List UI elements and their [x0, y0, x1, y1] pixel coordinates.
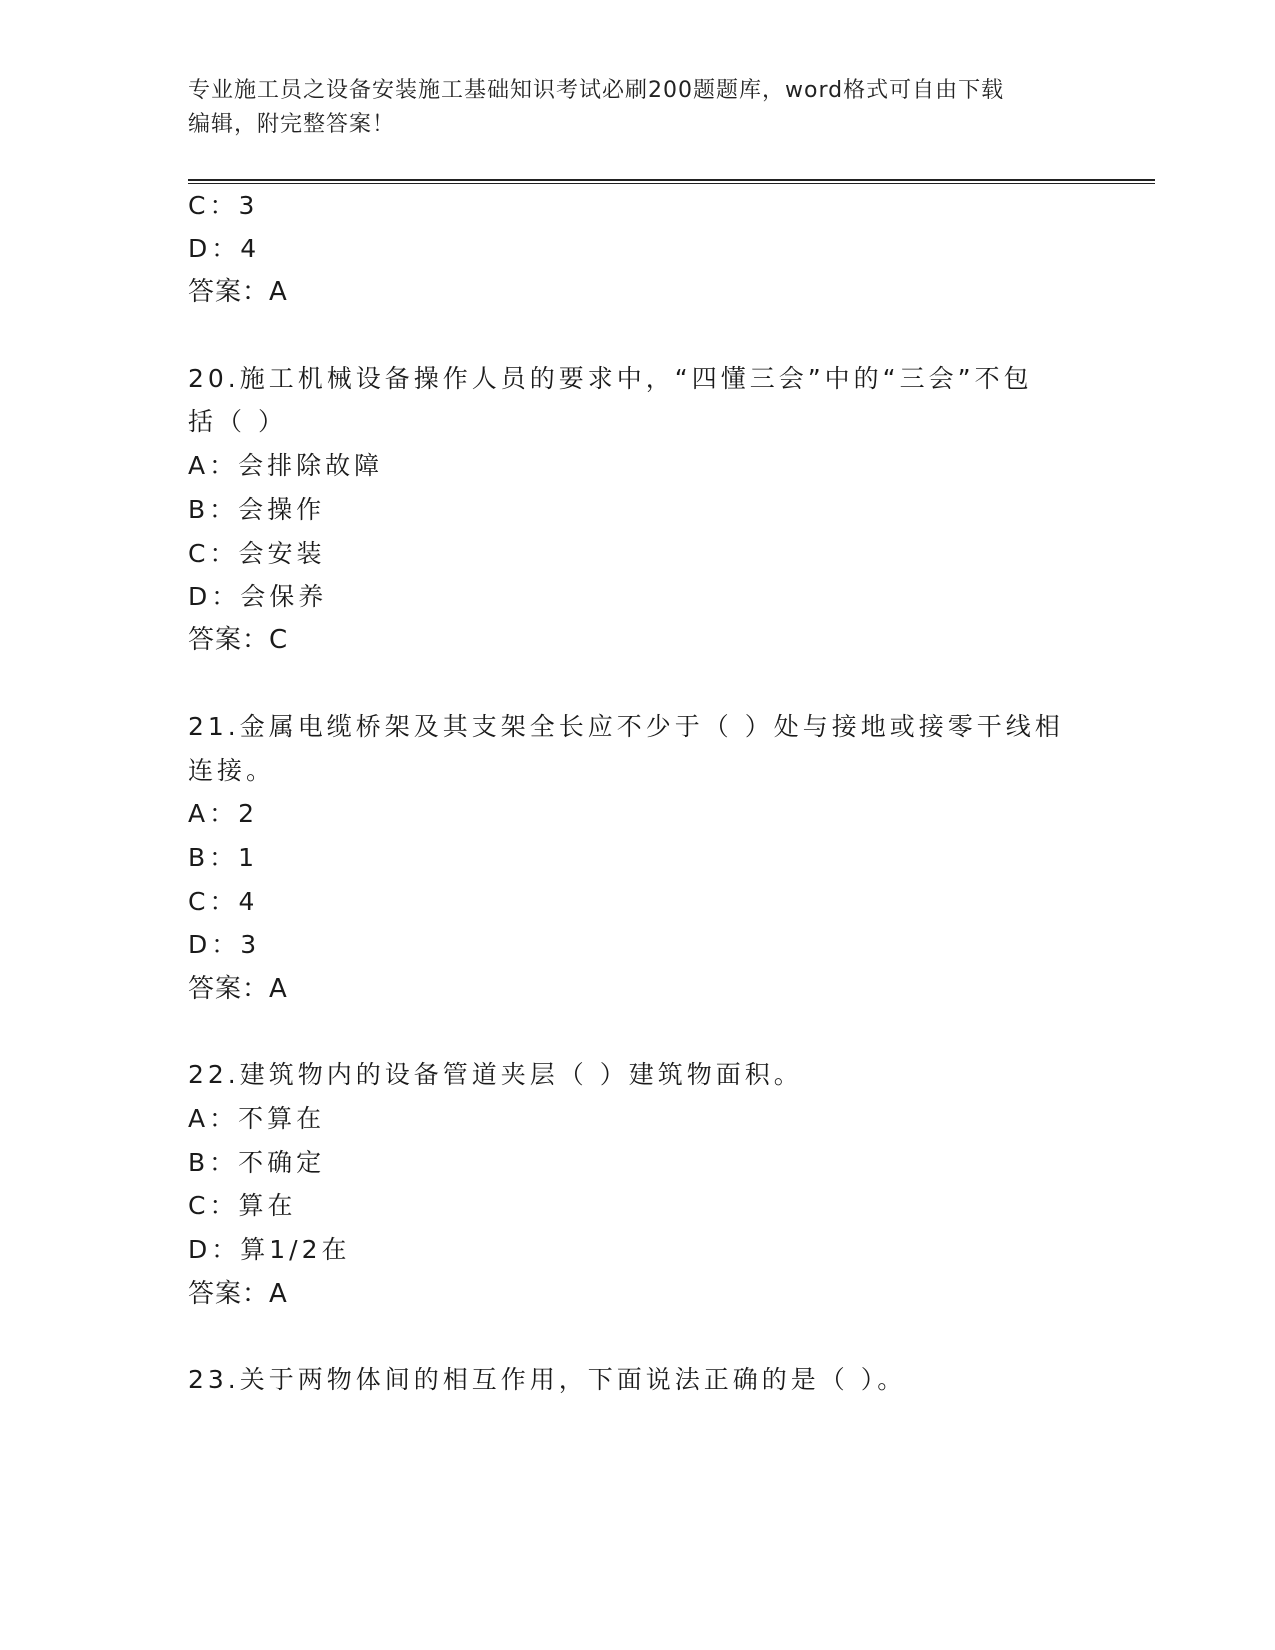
question-21-option-c: C：4	[188, 887, 259, 916]
header-divider	[188, 179, 1155, 184]
question-20-option-b: B：会操作	[188, 495, 326, 524]
question-20-text-line-2: 括（ ）	[188, 407, 287, 436]
document-title	[188, 74, 1068, 142]
question-23-text: 23.关于两物体间的相互作用，下面说法正确的是（ ）。	[188, 1365, 907, 1394]
question-21-option-d: D：3	[188, 930, 261, 959]
question-20-option-d: D：会保养	[188, 582, 328, 611]
title-line-1: 专业施工员之设备安装施工基础知识考试必刷200题题库，word格式可自由下载	[188, 78, 1005, 103]
question-21-option-b: B：1	[188, 843, 259, 872]
question-22-option-a: A：不算在	[188, 1104, 326, 1133]
question-22-option-d: D：算1/2在	[188, 1235, 351, 1264]
question-20-option-a: A：会排除故障	[188, 451, 384, 480]
title-line-2: 编辑，附完整答案！	[188, 112, 396, 137]
question-22-option-b: B：不确定	[188, 1148, 326, 1177]
question-20-answer: 答案：C	[188, 625, 289, 655]
question-22-text: 22.建筑物内的设备管道夹层（ ）建筑物面积。	[188, 1060, 803, 1089]
question-21-option-a: A：2	[188, 799, 259, 828]
question-21-text-line-1: 21.金属电缆桥架及其支架全长应不少于（ ）处与接地或接零干线相	[188, 712, 1064, 741]
option-c: C：3	[188, 191, 259, 220]
question-22-answer: 答案：A	[188, 1279, 288, 1309]
question-20-option-c: C：会安装	[188, 539, 326, 568]
question-21-text-line-2: 连接。	[188, 756, 276, 785]
question-20-text-line-1: 20.施工机械设备操作人员的要求中，“四懂三会”中的“三会”不包	[188, 364, 1033, 393]
question-22-option-c: C：算在	[188, 1191, 297, 1220]
option-d: D：4	[188, 234, 261, 263]
answer-label: 答案：A	[188, 277, 288, 307]
question-21-answer: 答案：A	[188, 974, 288, 1004]
